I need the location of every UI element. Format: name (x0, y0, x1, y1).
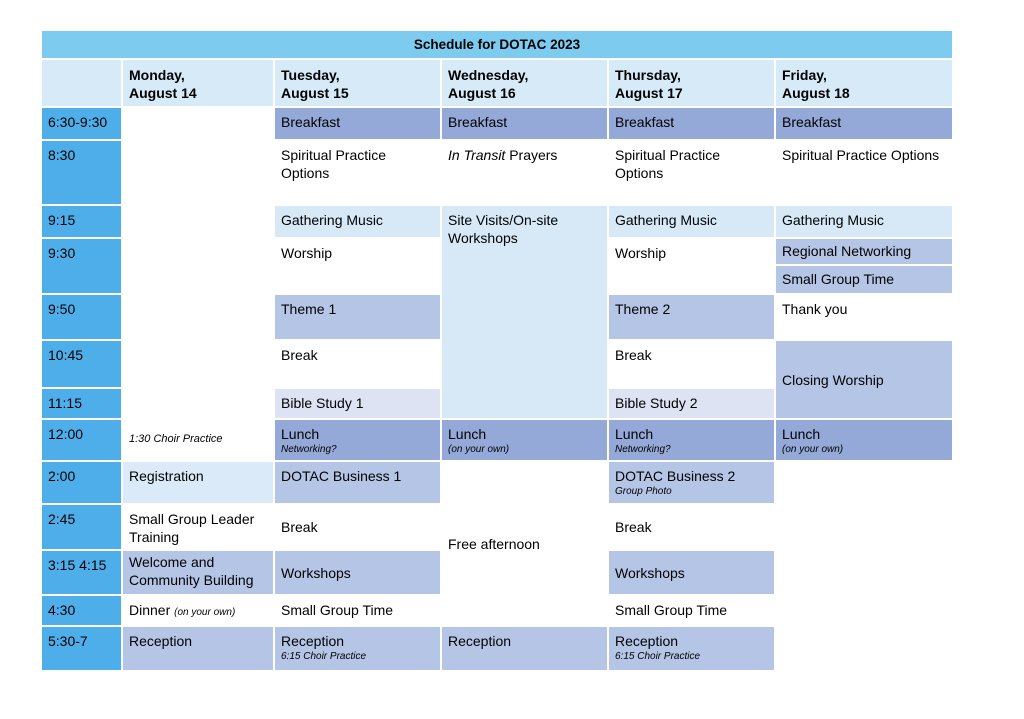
schedule-title: Schedule for DOTAC 2023 (42, 31, 952, 58)
header-tuesday (275, 60, 440, 106)
monday-reception: Reception (123, 627, 273, 670)
friday-breakfast: Breakfast (776, 108, 952, 139)
tuesday-spiritual-practice: Spiritual Practice Options (281, 147, 387, 181)
time-slot: 3:15 4:15 (42, 551, 121, 594)
tuesday-gathering-music: Gathering Music (275, 206, 440, 237)
header-monday (123, 60, 273, 106)
thursday-lunch (609, 420, 774, 460)
tuesday-lunch (275, 420, 440, 460)
time-slot: 2:00 (42, 462, 121, 503)
thursday-break-morning: Break (615, 347, 652, 363)
time-slot: 4:30 (42, 596, 121, 625)
monday-choir-practice: 1:30 Choir Practice (129, 433, 223, 445)
thursday-reception (609, 627, 774, 670)
header-wednesday (442, 60, 607, 106)
header-friday-date: August 18 (782, 85, 850, 101)
thursday-lunch-note: Networking? (615, 444, 671, 455)
wednesday-site-visits: Site Visits/On-site Workshops (442, 206, 607, 418)
friday-spiritual-practice: Spiritual Practice Options (782, 147, 940, 163)
thursday-small-group-time: Small Group Time (615, 602, 728, 618)
monday-dinner-note: (on your own) (174, 607, 236, 618)
header-thursday (609, 60, 774, 106)
time-slot: 5:30-7 (42, 627, 121, 670)
time-slot: 10:45 (42, 341, 121, 387)
friday-thank-you: Thank you (782, 301, 848, 317)
tuesday-reception-note: 6:15 Choir Practice (281, 651, 367, 662)
wednesday-prayers-italic: In Transit (448, 147, 506, 163)
tuesday-worship: Worship (281, 245, 333, 261)
header-wednesday-day: Wednesday, (448, 67, 529, 83)
time-slot: 9:15 (42, 206, 121, 237)
friday-closing-worship: Closing Worship (776, 341, 952, 418)
header-wednesday-date: August 16 (448, 85, 516, 101)
friday-regional-networking: Regional Networking (776, 239, 952, 264)
time-slot: 6:30-9:30 (42, 108, 121, 139)
tuesday-bible-study: Bible Study 1 (275, 389, 440, 418)
thursday-business-label: DOTAC Business 2 (615, 468, 736, 484)
tuesday-lunch-note: Networking? (281, 444, 337, 455)
thursday-workshops: Workshops (609, 551, 774, 594)
thursday-gathering-music: Gathering Music (609, 206, 774, 237)
thursday-theme: Theme 2 (609, 295, 774, 339)
thursday-bible-study: Bible Study 2 (609, 389, 774, 418)
wednesday-breakfast: Breakfast (442, 108, 607, 139)
thursday-worship: Worship (615, 245, 667, 261)
tuesday-breakfast: Breakfast (275, 108, 440, 139)
tuesday-break-morning: Break (281, 347, 318, 363)
friday-small-group-time: Small Group Time (776, 266, 952, 293)
monday-dinner-label: Dinner (129, 602, 171, 618)
header-corner (42, 60, 121, 106)
thursday-reception-note: 6:15 Choir Practice (615, 651, 701, 662)
thursday-business-note: Group Photo (615, 486, 672, 497)
header-monday-date: August 14 (129, 85, 197, 101)
wednesday-reception: Reception (442, 627, 607, 670)
monday-registration: Registration (123, 462, 273, 503)
tuesday-small-group-time: Small Group Time (281, 602, 394, 618)
monday-welcome: Welcome and Community Building (123, 551, 273, 594)
friday-gathering-music: Gathering Music (776, 206, 952, 237)
thursday-reception-label: Reception (615, 633, 679, 649)
time-slot: 9:30 (42, 239, 121, 293)
time-slot: 9:50 (42, 295, 121, 339)
header-friday-day: Friday, (782, 67, 827, 83)
wednesday-lunch-note: (on your own) (448, 444, 510, 455)
wednesday-prayers (442, 141, 607, 204)
tuesday-workshops: Workshops (275, 551, 440, 594)
wednesday-prayers-rest: Prayers (505, 147, 558, 163)
friday-lunch (776, 420, 952, 460)
thursday-lunch-label: Lunch (615, 426, 654, 442)
tuesday-lunch-label: Lunch (281, 426, 320, 442)
monday-dinner (123, 596, 273, 625)
wednesday-lunch (442, 420, 607, 460)
thursday-spiritual-practice: Spiritual Practice Options (615, 147, 721, 181)
header-tuesday-date: August 15 (281, 85, 349, 101)
monday-small-group-leader-training: Small Group Leader Training (129, 511, 255, 545)
tuesday-business: DOTAC Business 1 (275, 462, 440, 503)
time-slot: 11:15 (42, 389, 121, 418)
wednesday-lunch-label: Lunch (448, 426, 487, 442)
time-slot: 12:00 (42, 420, 121, 460)
header-tuesday-day: Tuesday, (281, 67, 340, 83)
time-slot: 8:30 (42, 141, 121, 204)
tuesday-break-afternoon: Break (281, 519, 318, 535)
time-slot: 2:45 (42, 505, 121, 549)
header-thursday-date: August 17 (615, 85, 683, 101)
wednesday-free-afternoon: Free afternoon (448, 535, 540, 552)
tuesday-reception-label: Reception (281, 633, 345, 649)
thursday-break-afternoon: Break (615, 519, 652, 535)
thursday-breakfast: Breakfast (609, 108, 774, 139)
header-thursday-day: Thursday, (615, 67, 681, 83)
friday-lunch-label: Lunch (782, 426, 821, 442)
tuesday-theme: Theme 1 (275, 295, 440, 339)
thursday-business (609, 462, 774, 503)
friday-lunch-note: (on your own) (782, 444, 844, 455)
header-friday (776, 60, 952, 106)
header-monday-day: Monday, (129, 67, 185, 83)
tuesday-reception (275, 627, 440, 670)
